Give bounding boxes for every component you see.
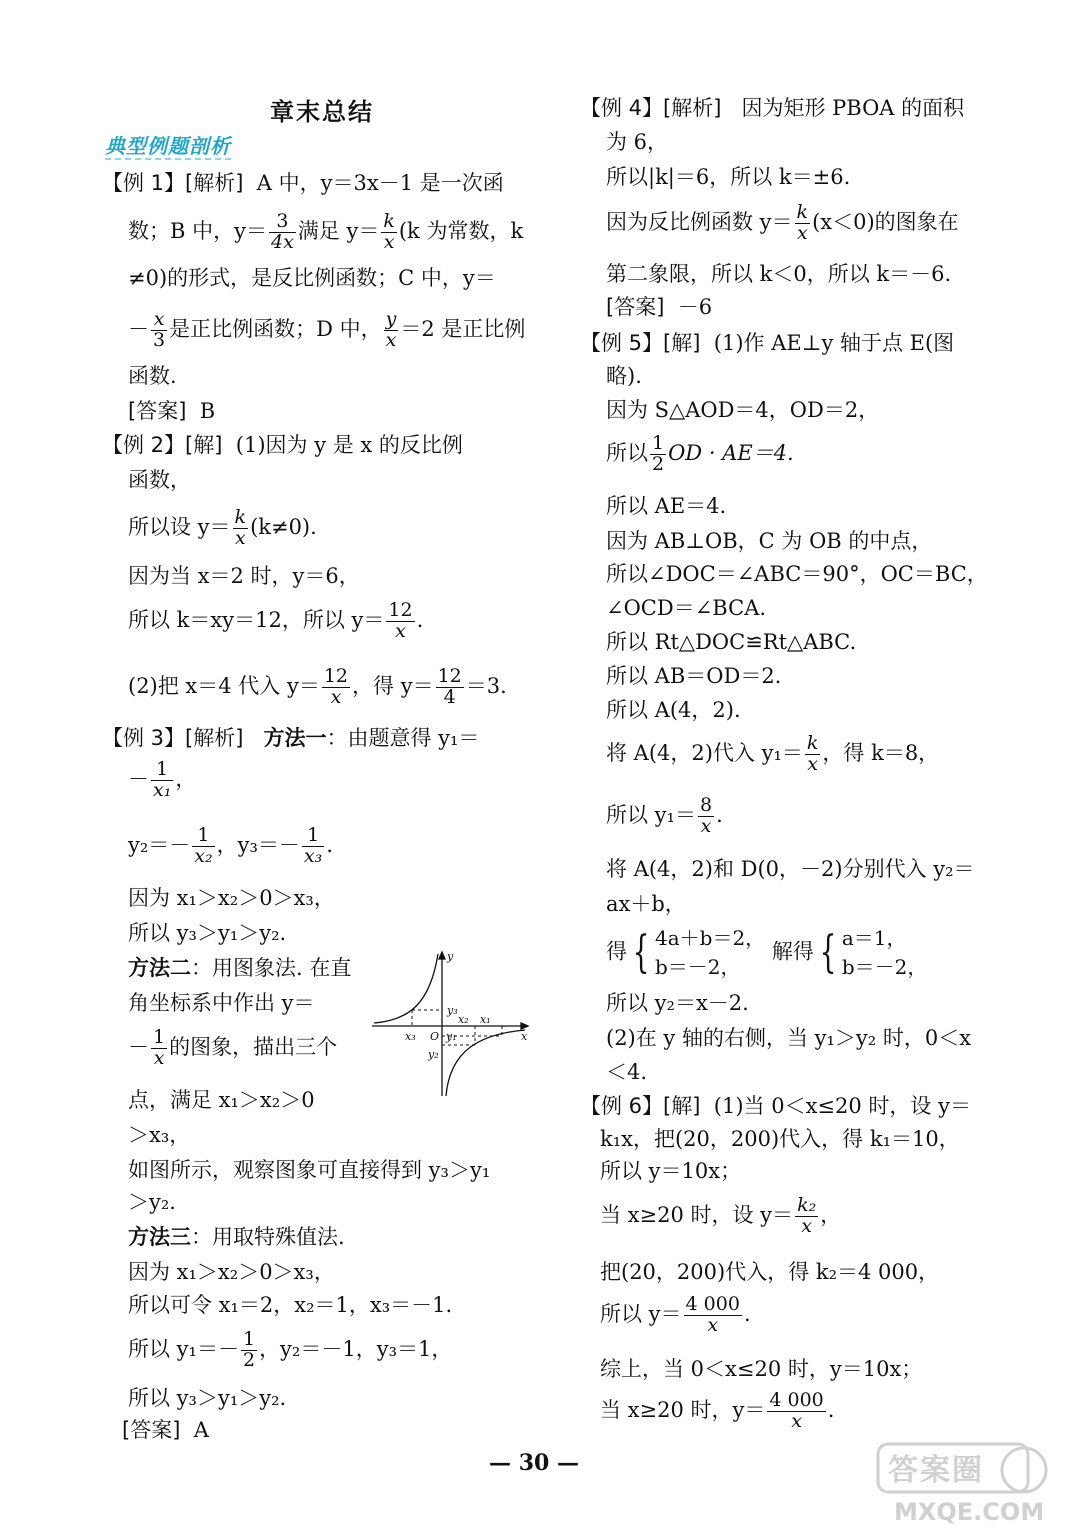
example-2-line-4: 因为当 x＝2 时，y＝6， bbox=[128, 564, 360, 588]
example-5-line-3: 因为 S△AOD＝4，OD＝2， bbox=[606, 398, 880, 422]
example-5-line-8: ∠OCD＝∠BCA. bbox=[606, 596, 767, 620]
example-6-line-7: 综上，当 0＜x≤20 时，y＝10x； bbox=[600, 1357, 923, 1381]
example-5-line-13: 所以 y₁＝ $\frac{8}{x}$ . bbox=[606, 794, 723, 837]
example-3-line-1: 【例 3】[解析] 方法一：由题意得 y₁＝ bbox=[102, 726, 480, 750]
watermark-logo bbox=[874, 1440, 1054, 1530]
example-5-line-1: 【例 5】[解] (1)作 AE⊥y 轴于点 E(图 bbox=[580, 331, 955, 355]
fig-origin-label: O bbox=[430, 1030, 440, 1043]
page-number: — 30 — bbox=[489, 1450, 579, 1476]
example-4-answer: [答案] －6 bbox=[606, 295, 713, 319]
example-2-line-2: 函数， bbox=[128, 468, 191, 492]
curve-left-branch bbox=[374, 954, 438, 1023]
fig-x1-label: x₁ bbox=[480, 1013, 491, 1026]
example-1-answer: [答案] B bbox=[128, 399, 216, 423]
example-6-line-6: 所以 y＝ $\frac{4 000}{x}$ . bbox=[600, 1293, 751, 1336]
example-1-line-2: 数；B 中，y＝ $\frac{3}{4x}$ 满足 y＝ $\frac{k}{x}$ (k 为常数，k bbox=[128, 210, 524, 253]
example-2-line-6: (2)把 x＝4 代入 y＝ $\frac{12}{x}$ ，得 y＝ $\frac{12}{4}$ ＝3. bbox=[128, 665, 507, 708]
example-3-answer: [答案] A bbox=[122, 1418, 209, 1442]
example-2-line-5: 所以 k＝xy＝12，所以 y＝ $\frac{12}{x}$ . bbox=[128, 599, 424, 642]
example-3-line-17: 所以 y₃＞y₁＞y₂. bbox=[128, 1386, 287, 1410]
example-4-line-2: 为 6， bbox=[606, 130, 669, 154]
example-1-line-3: ≠0)的形式，是反比例函数；C 中，y＝ bbox=[128, 266, 496, 290]
example-5-line-5: 所以 AE＝4. bbox=[606, 494, 727, 518]
example-5-line-7: 所以∠DOC＝∠ABC＝90°，OC＝BC， bbox=[606, 562, 988, 586]
example-3-line-15: 所以可令 x₁＝2，x₂＝1，x₃＝－1. bbox=[128, 1293, 453, 1317]
svg-text:MXQE.COM: MXQE.COM bbox=[894, 1498, 1045, 1526]
example-5-line-12: 将 A(4，2)代入 y₁＝ $\frac{k}{x}$ ，得 k＝8， bbox=[606, 732, 940, 775]
example-3-line-9: 点，满足 x₁＞x₂＞0 bbox=[128, 1088, 315, 1112]
example-3-line-5: 所以 y₃＞y₁＞y₂. bbox=[128, 921, 287, 945]
section-heading: 典型例题剖析 bbox=[105, 134, 231, 158]
example-5-line-6: 因为 AB⊥OB，C 为 OB 的中点， bbox=[606, 529, 933, 553]
example-6-line-4: 当 x≥20 时，设 y＝ $\frac{\text{k₂}}{x}$ ， bbox=[600, 1194, 842, 1237]
example-5-line-14: 将 A(4，2)和 D(0，－2)分别代入 y₂＝ bbox=[606, 857, 975, 881]
example-3-line-2: － $\frac{1}{\text{x₁}}$ ， bbox=[128, 758, 197, 801]
example-5-line-16: 得 { 4a＋b＝2， b＝－2， 解得 { a＝1， b＝－2， bbox=[606, 926, 928, 979]
hyperbola-figure bbox=[370, 948, 535, 1098]
fig-x2-label: x₂ bbox=[458, 1013, 469, 1026]
example-6-line-8: 当 x≥20 时，y＝ $\frac{4 000}{x}$ . bbox=[600, 1389, 835, 1432]
example-4-line-4: 因为反比例函数 y＝ $\frac{k}{x}$ (x＜0)的图象在 bbox=[606, 201, 959, 244]
example-3-line-7: 角坐标系中作出 y＝ bbox=[128, 991, 315, 1015]
example-5-line-17: 所以 y₂＝x－2. bbox=[606, 991, 749, 1015]
fig-x3-label: x₃ bbox=[405, 1030, 416, 1043]
example-3-line-8: － $\frac{1}{x}$ 的图象，描出三个 bbox=[128, 1026, 338, 1069]
example-3-line-12: ＞y₂. bbox=[128, 1190, 176, 1214]
example-3-line-10: ＞x₃， bbox=[128, 1123, 191, 1147]
example-3-line-6: 方法二：用图象法. 在直 bbox=[128, 956, 352, 980]
example-2-line-1: 【例 2】[解] (1)因为 y 是 x 的反比例 bbox=[102, 433, 463, 457]
fig-y2-label: y₂ bbox=[428, 1048, 439, 1061]
example-5-line-2: 略). bbox=[606, 364, 642, 388]
example-5-line-9: 所以 Rt△DOC≌Rt△ABC. bbox=[606, 630, 857, 654]
example-1-line-1: 【例 1】[解析] A 中，y＝3x－1 是一次函 bbox=[102, 171, 504, 195]
example-6-line-3: 所以 y＝10x； bbox=[600, 1159, 742, 1183]
example-5-line-10: 所以 AB＝OD＝2. bbox=[606, 664, 782, 688]
example-1-line-5: 函数. bbox=[128, 364, 177, 388]
example-4-line-1: 【例 4】[解析] 因为矩形 PBOA 的面积 bbox=[580, 96, 965, 120]
example-5-line-19: ＜4. bbox=[606, 1060, 648, 1084]
fig-y1-label: y₁ bbox=[446, 1030, 457, 1043]
example-5-line-11: 所以 A(4，2). bbox=[606, 698, 741, 722]
example-3-line-14: 因为 x₁＞x₂＞0＞x₃， bbox=[128, 1260, 335, 1284]
example-6-line-2: k₁x，把(20，200)代入，得 k₁＝10， bbox=[600, 1127, 960, 1151]
page-title: 章末总结 bbox=[270, 98, 374, 126]
example-5-line-18: (2)在 y 轴的右侧，当 y₁＞y₂ 时，0＜x bbox=[606, 1026, 972, 1050]
example-6-line-1: 【例 6】[解] (1)当 0＜x≤20 时，设 y＝ bbox=[580, 1094, 971, 1118]
example-1-line-4: － $\frac{x}{3}$ 是正比例函数；D 中， $\frac{y}{x}$ ＝2 是正比例 bbox=[128, 308, 526, 351]
fig-x-label: x bbox=[521, 1030, 528, 1043]
example-3-line-4: 因为 x₁＞x₂＞0＞x₃， bbox=[128, 886, 335, 910]
fig-y3-label: y₃ bbox=[447, 1004, 458, 1017]
example-5-line-15: ax＋b， bbox=[606, 892, 686, 916]
example-3-line-16: 所以 y₁＝－ $\frac{1}{2}$ ，y₂＝－1，y₃＝1， bbox=[128, 1328, 453, 1371]
y-axis-arrow bbox=[439, 952, 445, 959]
curve-right-branch bbox=[446, 1030, 525, 1096]
example-5-line-4: 所以 $\frac{1}{2}$ OD · AE＝4. bbox=[606, 432, 794, 475]
example-4-line-3: 所以|k|＝6，所以 k＝±6. bbox=[606, 165, 851, 189]
example-4-line-5: 第二象限，所以 k＜0，所以 k＝－6. bbox=[606, 262, 952, 286]
example-2-line-3: 所以设 y＝ $\frac{k}{x}$ (k≠0). bbox=[128, 506, 317, 549]
svg-text:答案圈: 答案圈 bbox=[888, 1453, 984, 1488]
x-axis-arrow bbox=[521, 1023, 528, 1029]
example-3-line-13: 方法三：用取特殊值法. bbox=[128, 1225, 345, 1249]
example-3-line-3: y₂＝－ $\frac{1}{\text{x₂}}$ ，y₃＝－ $\frac{1}{\text{x₃}}$ . bbox=[128, 824, 333, 867]
fig-y-label: y bbox=[447, 950, 454, 963]
example-6-line-5: 把(20，200)代入，得 k₂＝4 000， bbox=[600, 1260, 940, 1284]
example-3-line-11: 如图所示，观察图象可直接得到 y₃＞y₁ bbox=[128, 1158, 491, 1182]
